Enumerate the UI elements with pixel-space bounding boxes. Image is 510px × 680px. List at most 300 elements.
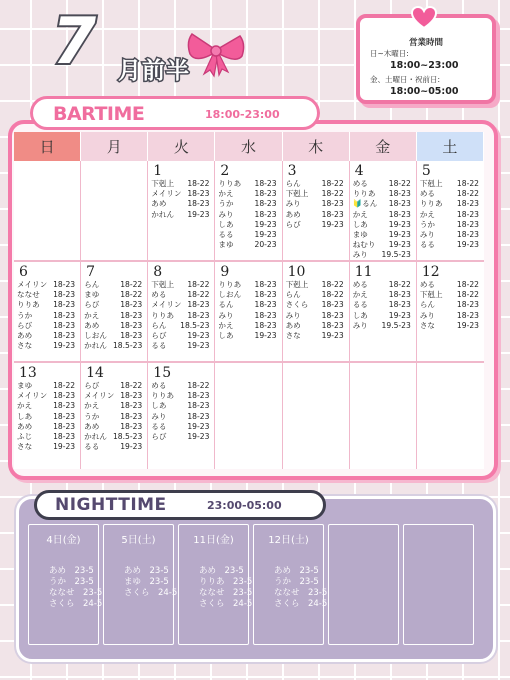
shift-time: 18-22 [388, 280, 411, 289]
shift-time: 19-23 [187, 331, 210, 341]
day-number: 14 [86, 365, 104, 381]
shift-entry [151, 290, 211, 300]
shift-time: 18-22 [187, 381, 210, 390]
shift-time: 19-23 [254, 331, 277, 341]
shift-time: 18-23 [388, 290, 411, 300]
staff-name: みり [285, 199, 301, 209]
shift-time: 18-23 [120, 320, 143, 330]
shift-entry [17, 422, 77, 432]
bartime-label [30, 96, 320, 130]
staff-name: ふじ [17, 432, 33, 442]
shift-entry [286, 290, 346, 300]
staff-name: あめ [285, 320, 301, 330]
shift-entry [84, 442, 144, 452]
staff-name: める [352, 280, 368, 289]
shift-time: 19-23 [254, 230, 277, 240]
staff-name: あめ [151, 199, 167, 209]
shift-entry [353, 321, 413, 331]
shift-time: 18.5-23 [112, 432, 143, 442]
staff-name: 下剋上 [419, 179, 443, 188]
staff-name: 下剋上 [285, 189, 309, 199]
shift-time: 18-23 [53, 411, 76, 421]
shift-entry [353, 199, 413, 209]
night-shift-entry: あめ 23-5 [124, 566, 169, 576]
shift-entry [151, 300, 211, 310]
shift-time: 18-22 [120, 381, 143, 390]
shift-time: 19-23 [456, 240, 479, 250]
shift-time: 18-22 [321, 179, 344, 188]
shift-time: 19-23 [187, 421, 210, 431]
shift-entry [151, 422, 211, 432]
staff-name: メイリン [84, 391, 115, 401]
shift-time: 18-22 [456, 179, 479, 188]
shift-time: 18-23 [120, 411, 143, 421]
shift-time: 18-23 [388, 209, 411, 219]
month-half-title: 月前半 [118, 58, 190, 84]
staff-name: しあ [151, 401, 167, 411]
staff-name: かれん [84, 432, 107, 442]
shift-entry [286, 300, 346, 310]
shift-time: 18-22 [321, 189, 344, 199]
shift-time: 18-23 [321, 209, 344, 219]
month-number: 7 [45, 5, 104, 79]
day-cell [81, 161, 148, 262]
shift-time: 18-23 [53, 290, 76, 300]
shift-time: 18-23 [254, 290, 277, 300]
day-cell [148, 161, 215, 262]
staff-name: みり [419, 310, 436, 320]
shift-time: 18-23 [456, 199, 479, 209]
night-day-column [328, 524, 399, 645]
staff-name: らび [285, 219, 301, 229]
staff-name: ななせ [17, 290, 40, 300]
shift-entry [17, 391, 77, 401]
shift-entry [218, 230, 278, 240]
staff-name: しあ [17, 411, 33, 421]
shift-entry [218, 280, 278, 290]
shift-entry [17, 442, 77, 452]
staff-name: らび [17, 320, 33, 330]
staff-name: りりあ [419, 199, 443, 209]
night-shift-entry: まゆ 23-5 [124, 577, 169, 587]
shift-time: 18-23 [120, 421, 143, 431]
night-day-label: 4日(金) [46, 535, 81, 546]
staff-name: ねむり [352, 240, 376, 250]
night-day-column [403, 524, 474, 645]
day-number: 15 [153, 365, 172, 381]
staff-name: みり [218, 310, 234, 320]
weekday-header-cell: 日 [14, 132, 81, 161]
staff-name: さな [419, 320, 436, 330]
shift-entry [17, 290, 77, 300]
staff-name: あめ [84, 320, 100, 330]
weekday-header-cell: 月 [81, 132, 148, 161]
shift-time: 18-22 [388, 179, 411, 188]
shift-time: 18-23 [187, 189, 210, 199]
day-number [84, 163, 144, 179]
shift-entry [353, 290, 413, 300]
night-day-column [253, 524, 328, 645]
shift-entry [151, 189, 211, 199]
weekend-time: 18:00~05:00 [390, 86, 459, 97]
staff-name: りりあ [17, 300, 40, 310]
shift-entry [353, 220, 413, 230]
shift-entry [84, 341, 144, 351]
day-cell [283, 161, 350, 262]
shift-entry [420, 220, 481, 230]
day-cell [350, 262, 417, 363]
day-number: 3 [287, 163, 297, 179]
shift-entry [151, 321, 211, 331]
bartime-hours: 18:00-23:00 [205, 108, 280, 121]
shift-entry [420, 179, 481, 189]
staff-name: るる [352, 300, 368, 310]
shift-entry [420, 321, 481, 331]
shift-entry [84, 381, 144, 391]
shift-entry [17, 311, 77, 321]
shift-time: 18-23 [456, 300, 479, 310]
shift-entry [17, 381, 77, 391]
staff-name: 下剋上 [419, 290, 443, 300]
shift-entry [420, 300, 481, 310]
day-number: 8 [153, 264, 163, 280]
shift-entry [286, 210, 346, 220]
staff-name: メイリン [17, 280, 48, 289]
shift-entry [218, 220, 278, 230]
shift-entry [151, 401, 211, 411]
day-cell [417, 161, 484, 262]
shift-time: 18-23 [120, 401, 143, 411]
staff-name: らび [84, 381, 100, 390]
shift-entry [286, 321, 346, 331]
staff-name: さくら [285, 300, 309, 310]
day-number: 11 [354, 264, 373, 280]
shift-time: 19-23 [53, 341, 76, 351]
night-day-label: 5日(土) [121, 535, 156, 546]
day-number: 9 [220, 264, 230, 280]
night-shift-entry: ななせ 23-5 [199, 588, 253, 598]
day-number: 12 [421, 264, 440, 280]
shift-time: 19-23 [388, 240, 411, 250]
staff-name: しおん [84, 331, 107, 341]
day-cell [283, 262, 350, 363]
staff-name: まゆ [84, 290, 100, 300]
shift-time: 18-22 [120, 280, 143, 289]
shift-time: 18-22 [120, 290, 143, 300]
staff-name: 下剋上 [151, 280, 175, 289]
shift-time: 18-23 [254, 300, 277, 310]
night-shift-entry: あめ 23-5 [199, 566, 244, 576]
shift-entry [17, 341, 77, 351]
shift-time: 18-23 [53, 421, 76, 431]
day-number: 2 [220, 163, 230, 179]
shift-entry [218, 240, 278, 250]
night-day-column [178, 524, 253, 645]
day-cell [14, 363, 81, 469]
shift-time: 19.5-23 [381, 320, 411, 330]
day-number: 1 [153, 163, 163, 179]
day-number [420, 365, 481, 381]
staff-name: 下剋上 [151, 179, 175, 188]
day-number [286, 365, 346, 381]
shift-entry [84, 321, 144, 331]
shift-entry [420, 290, 481, 300]
day-cell [81, 262, 148, 363]
nighttime-label [34, 490, 326, 520]
shift-time: 18-23 [321, 310, 344, 320]
shift-entry [218, 331, 278, 341]
shift-entry [218, 179, 278, 189]
shift-entry [353, 280, 413, 290]
shift-time: 18-22 [187, 280, 210, 289]
shift-entry [286, 189, 346, 199]
nighttime-hours: 23:00-05:00 [207, 499, 282, 512]
shift-entry [286, 331, 346, 341]
shift-entry [151, 280, 211, 290]
staff-name: メイリン [17, 391, 48, 401]
day-cell [283, 363, 350, 469]
shift-entry [286, 311, 346, 321]
shift-time: 18-23 [120, 310, 143, 320]
staff-name: しあ [218, 331, 234, 341]
shift-entry [286, 220, 346, 230]
staff-name: るる [151, 421, 167, 431]
shift-entry [420, 199, 481, 209]
staff-name: メイリン [151, 300, 182, 310]
shift-time: 18-22 [456, 189, 479, 199]
day-number: 6 [19, 264, 28, 280]
staff-name: らび [151, 432, 167, 442]
shift-time: 19-23 [187, 341, 210, 351]
staff-name: みり [352, 250, 368, 260]
staff-name: しあ [352, 219, 368, 229]
shift-time: 18-23 [187, 310, 210, 320]
staff-name: める [151, 290, 167, 300]
shift-entry [17, 412, 77, 422]
staff-name: うか [419, 219, 436, 229]
day-cell [215, 363, 282, 469]
shift-time: 18-23 [456, 230, 479, 240]
night-shift-entry: あめ 23-5 [274, 566, 319, 576]
shift-time: 18-23 [321, 199, 344, 209]
staff-name: かえ [84, 401, 100, 411]
shift-time: 18-23 [120, 391, 143, 401]
night-shift-entry: りりあ 23-5 [199, 577, 253, 587]
shift-time: 18-23 [120, 300, 143, 310]
shift-time: 18-23 [53, 310, 76, 320]
shift-time: 19-23 [388, 230, 411, 240]
weekday-header-cell: 火 [148, 132, 215, 161]
day-cell [81, 363, 148, 469]
staff-name: める [419, 189, 436, 199]
shift-entry [151, 179, 211, 189]
staff-name: るん [218, 300, 234, 310]
shift-entry [420, 311, 481, 321]
day-cell [215, 161, 282, 262]
shift-time: 18-23 [187, 411, 210, 421]
shift-entry [17, 300, 77, 310]
shift-time: 18-23 [321, 300, 344, 310]
day-cell [148, 262, 215, 363]
weekday-header-cell: 金 [350, 132, 417, 161]
night-shift-entry: うか 23-5 [49, 577, 94, 587]
bartime-title: BARTIME [53, 103, 145, 125]
staff-name: かえ [84, 310, 100, 320]
shift-time: 18-23 [53, 320, 76, 330]
staff-name: かえ [218, 189, 234, 199]
shift-time: 18.5-23 [180, 320, 210, 330]
shift-entry [151, 199, 211, 209]
staff-name: める [419, 280, 436, 289]
staff-name: める [352, 179, 368, 188]
weekday-header-cell: 土 [417, 132, 484, 161]
heart-icon [410, 6, 438, 30]
shift-time: 18-23 [456, 310, 479, 320]
shift-time: 18-23 [254, 310, 277, 320]
staff-name: るる [151, 341, 167, 351]
day-cell [350, 161, 417, 262]
shift-time: 19-23 [254, 219, 277, 229]
bartime-calendar [14, 132, 484, 469]
shift-entry [218, 311, 278, 321]
calendar-grid [14, 161, 484, 469]
shift-entry [218, 210, 278, 220]
day-cell [14, 262, 81, 363]
day-number [353, 365, 413, 381]
shift-time: 18-22 [321, 280, 344, 289]
shift-entry [151, 311, 211, 321]
nighttime-columns [28, 524, 474, 645]
staff-name: 下剋上 [285, 280, 309, 289]
day-cell [417, 363, 484, 469]
shift-entry [218, 300, 278, 310]
shift-entry [84, 401, 144, 411]
day-number: 7 [86, 264, 96, 280]
ribbon-icon [186, 28, 246, 78]
shift-entry [218, 199, 278, 209]
shift-entry [420, 210, 481, 220]
shift-time: 18-23 [456, 219, 479, 229]
staff-name: らん [84, 280, 100, 289]
shift-entry [17, 432, 77, 442]
staff-name: るる [419, 240, 436, 250]
shift-time: 19-23 [456, 320, 479, 330]
night-shift-entry: さくら 24-5 [199, 599, 253, 609]
shift-entry [84, 331, 144, 341]
staff-name: りりあ [151, 391, 175, 401]
shift-time: 19-23 [388, 219, 411, 229]
shift-entry [218, 321, 278, 331]
hours-title: 営業時間 [408, 38, 443, 48]
staff-name: うか [17, 310, 33, 320]
shift-entry [353, 240, 413, 250]
staff-name: らん [285, 179, 301, 188]
shift-entry [84, 432, 144, 442]
night-shift-entry: あめ 23-5 [49, 566, 94, 576]
staff-name: さな [17, 442, 33, 452]
day-cell [417, 262, 484, 363]
shift-entry [353, 250, 413, 260]
shift-entry [420, 230, 481, 240]
shift-time: 19-23 [187, 209, 210, 219]
shift-entry [151, 210, 211, 220]
shift-entry [420, 280, 481, 290]
shift-entry [84, 311, 144, 321]
staff-name: らん [151, 320, 167, 330]
staff-name: みり [151, 411, 167, 421]
shift-time: 18-23 [321, 320, 344, 330]
shift-time: 18-23 [187, 199, 210, 209]
shift-entry [17, 331, 77, 341]
staff-name: りりあ [218, 280, 242, 289]
night-shift-entry: さくら 24-5 [124, 588, 178, 598]
day-number [218, 365, 278, 381]
staff-name: らん [285, 290, 301, 300]
shift-entry [353, 210, 413, 220]
staff-name: しおん [218, 290, 242, 300]
staff-name: かえ [419, 209, 436, 219]
staff-name: らん [419, 300, 436, 310]
shift-entry [151, 412, 211, 422]
weekday-header [14, 132, 484, 161]
night-shift-entry: ななせ 23-5 [49, 588, 103, 598]
shift-time: 18-23 [53, 300, 76, 310]
staff-name: さな [17, 341, 33, 351]
shift-entry [17, 321, 77, 331]
shift-time: 18-22 [456, 280, 479, 289]
staff-name: らび [151, 331, 167, 341]
night-day-column [28, 524, 103, 645]
shift-time: 19-23 [187, 432, 210, 442]
shift-time: 18-23 [53, 331, 76, 341]
shift-entry [151, 341, 211, 351]
shift-entry [218, 189, 278, 199]
staff-name: りりあ [218, 179, 242, 188]
shift-time: 18-22 [187, 179, 210, 188]
day-cell [350, 363, 417, 469]
shift-time: 18-23 [187, 391, 210, 401]
day-cell [148, 363, 215, 469]
shift-time: 18-23 [388, 300, 411, 310]
staff-name: かれん [151, 209, 175, 219]
shift-entry [151, 331, 211, 341]
shift-time: 18-23 [254, 199, 277, 209]
staff-name: かえ [352, 209, 368, 219]
shift-entry [286, 179, 346, 189]
night-shift-entry: ななせ 23-5 [274, 588, 328, 598]
shift-time: 18-22 [53, 381, 76, 390]
shift-entry [84, 412, 144, 422]
shift-time: 18-23 [120, 331, 143, 341]
staff-name: まゆ [218, 240, 234, 250]
shift-entry [151, 391, 211, 401]
staff-name: るる [84, 442, 100, 452]
shift-time: 18-23 [388, 189, 411, 199]
shift-entry [84, 290, 144, 300]
shift-entry [218, 290, 278, 300]
shift-entry [17, 401, 77, 411]
shift-entry [353, 300, 413, 310]
shift-time: 18-23 [254, 189, 277, 199]
staff-name: うか [84, 411, 100, 421]
staff-name: あめ [285, 209, 301, 219]
shift-entry [84, 422, 144, 432]
weekday-header-cell: 木 [283, 132, 350, 161]
shift-entry [353, 230, 413, 240]
shift-time: 19-23 [53, 442, 76, 452]
staff-name: るる [218, 230, 234, 240]
weekday-time: 18:00~23:00 [390, 60, 459, 71]
